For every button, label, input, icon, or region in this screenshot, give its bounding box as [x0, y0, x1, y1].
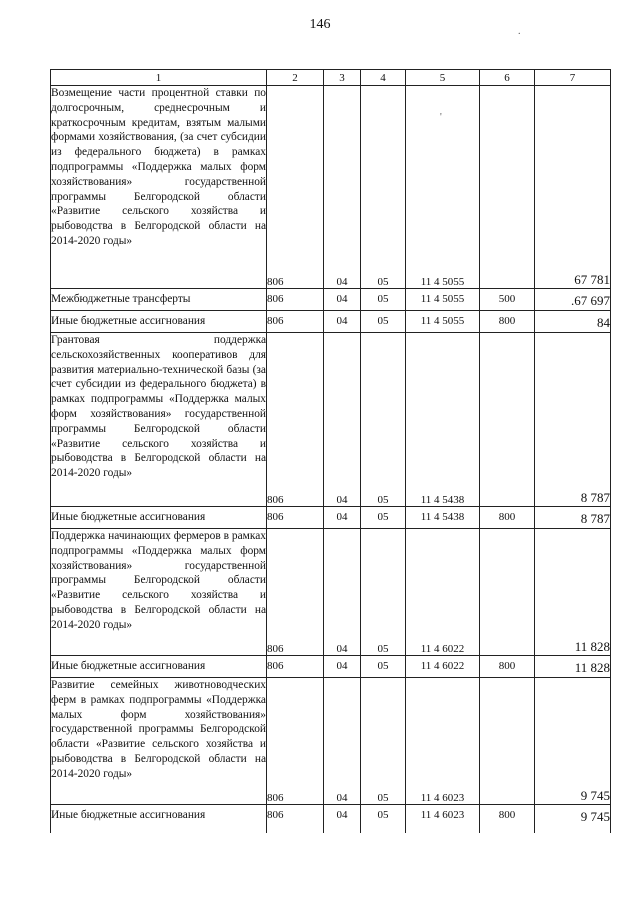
cell-ved: 806: [267, 805, 324, 833]
cell-pr: 05: [361, 289, 406, 311]
cell-ved: 806: [267, 289, 324, 311]
cell-rz: 04: [324, 656, 361, 678]
cell-amount: 67 781: [535, 86, 611, 289]
cell-rz: 04: [324, 507, 361, 529]
row-description: Поддержка начинающих фермеров в рамках подпрограммы «Поддержка малых форм хозяйствования» государственной программы Белгородской области «Развитие сельского хозяйства и рыбоводства в Белгородской области на 2014-2020 годы»: [51, 529, 267, 656]
cell-vr: 500: [480, 289, 535, 311]
cell-csr: 11 4 5438: [406, 333, 480, 507]
cell-amount: 8 787: [535, 333, 611, 507]
scan-speck: ': [440, 112, 442, 123]
cell-csr: 11 4 5055: [406, 289, 480, 311]
table-row: [51, 805, 611, 833]
cell-csr: 11 4 5055: [406, 86, 480, 289]
cell-rz: 04: [324, 86, 361, 289]
cell-csr: 11 4 6023: [406, 805, 480, 833]
cell-ved: 806: [267, 333, 324, 507]
cell-pr: 05: [361, 805, 406, 833]
cell-vr: [480, 529, 535, 656]
cell-ved: 806: [267, 678, 324, 805]
cell-amount: 9 745: [535, 805, 611, 833]
cell-amount: .67 697: [535, 289, 611, 311]
cell-csr: 11 4 6022: [406, 529, 480, 656]
cell-amount: 9 745: [535, 678, 611, 805]
cell-vr: [480, 86, 535, 289]
cell-ved: 806: [267, 656, 324, 678]
column-header: 3: [324, 70, 361, 86]
cell-csr: 11 4 5438: [406, 507, 480, 529]
cell-rz: 04: [324, 805, 361, 833]
cell-amount: 11 828: [535, 656, 611, 678]
cell-rz: 04: [324, 529, 361, 656]
table-row: [51, 529, 611, 656]
table-row: [51, 333, 611, 507]
cell-pr: 05: [361, 311, 406, 333]
table-row: [51, 86, 611, 289]
table-row: [51, 678, 611, 805]
cell-csr: 11 4 6022: [406, 656, 480, 678]
row-description: Возмещение части процентной ставки по долгосрочным, среднесрочным и краткосрочным кредитам, взятым малыми формами хозяйствования, (за счет субсидии из федерального бюджета) в рамках подпрограммы «Поддержка малых форм хозяйствования» государственной программы Белгородской области «Развитие сельского хозяйства и рыбоводства в Белгородской области на 2014-2020 годы»: [51, 86, 267, 289]
column-header: 1: [51, 70, 267, 86]
cell-pr: 05: [361, 656, 406, 678]
table-row: [51, 311, 611, 333]
table-row: [51, 289, 611, 311]
row-description: Иные бюджетные ассигнования: [51, 805, 267, 833]
column-header: 4: [361, 70, 406, 86]
cell-rz: 04: [324, 678, 361, 805]
cell-vr: [480, 333, 535, 507]
cell-pr: 05: [361, 678, 406, 805]
budget-table: [50, 69, 611, 833]
column-header: 7: [535, 70, 611, 86]
cell-ved: 806: [267, 311, 324, 333]
column-header: 5: [406, 70, 480, 86]
row-description: Иные бюджетные ассигнования: [51, 311, 267, 333]
row-description: Иные бюджетные ассигнования: [51, 507, 267, 529]
cell-amount: 84: [535, 311, 611, 333]
cell-amount: 11 828: [535, 529, 611, 656]
cell-rz: 04: [324, 289, 361, 311]
cell-vr: 800: [480, 656, 535, 678]
cell-pr: 05: [361, 86, 406, 289]
cell-pr: 05: [361, 529, 406, 656]
cell-vr: 800: [480, 311, 535, 333]
column-header: 2: [267, 70, 324, 86]
cell-ved: 806: [267, 86, 324, 289]
row-description: Грантовая поддержка сельскохозяйственных кооперативов для развития материально-технической базы (за счет субсидии из федерального бюджета) в рамках подпрограммы «Поддержка малых форм хозяйствования» государственной программы Белгородской области «Развитие сельского хозяйства и рыбоводства в Белгородской области на 2014-2020 годы»: [51, 333, 267, 507]
cell-pr: 05: [361, 507, 406, 529]
table-row: [51, 656, 611, 678]
cell-pr: 05: [361, 333, 406, 507]
table-header-row: [51, 70, 611, 86]
cell-csr: 11 4 6023: [406, 678, 480, 805]
table-row: [51, 507, 611, 529]
cell-ved: 806: [267, 529, 324, 656]
cell-ved: 806: [267, 507, 324, 529]
cell-vr: 800: [480, 507, 535, 529]
row-description: Развитие семейных животноводческих ферм в рамках подпрограммы «Поддержка малых форм хозяйствования» государственной программы Белгородской области «Развитие сельского хозяйства и рыбоводства в Белгородской области на 2014-2020 годы»: [51, 678, 267, 805]
cell-amount: 8 787: [535, 507, 611, 529]
cell-vr: 800: [480, 805, 535, 833]
page-number: 146: [309, 17, 331, 32]
cell-csr: 11 4 5055: [406, 311, 480, 333]
cell-rz: 04: [324, 311, 361, 333]
row-description: Иные бюджетные ассигнования: [51, 656, 267, 678]
row-description: Межбюджетные трансферты: [51, 289, 267, 311]
scan-speck: .: [518, 26, 521, 37]
cell-vr: [480, 678, 535, 805]
cell-rz: 04: [324, 333, 361, 507]
column-header: 6: [480, 70, 535, 86]
